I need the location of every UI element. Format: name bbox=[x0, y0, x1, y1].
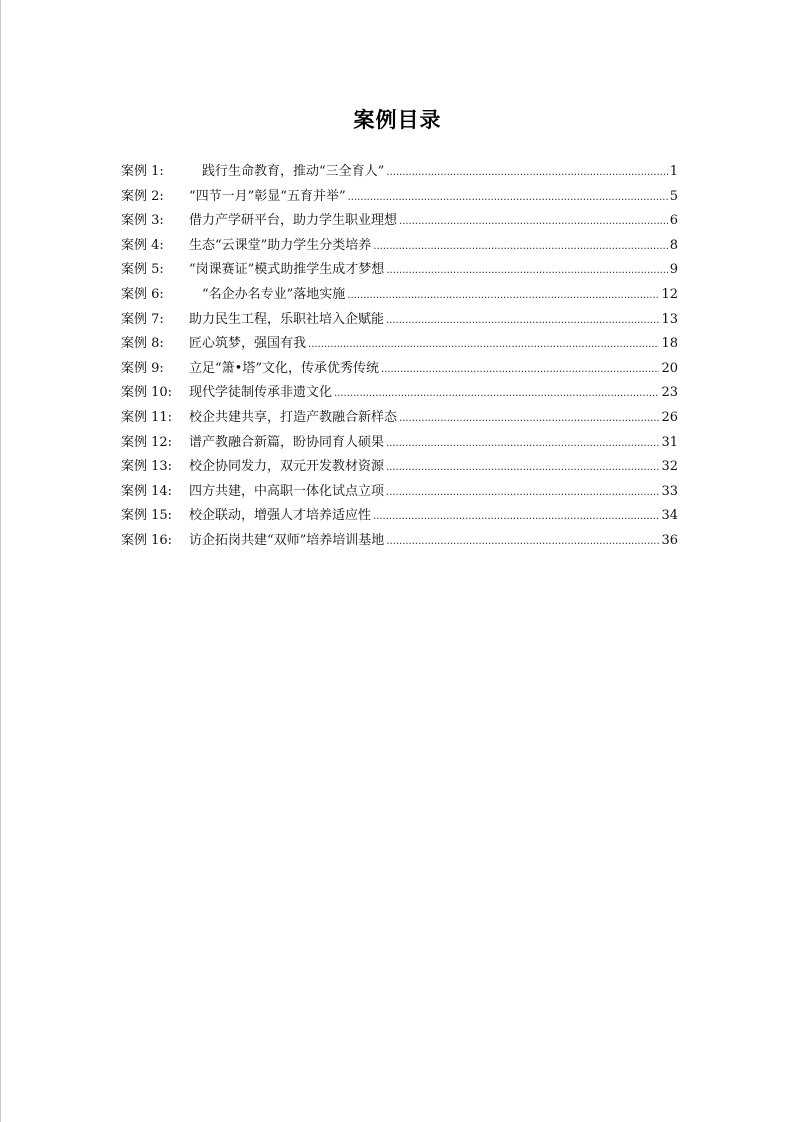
toc-entry-page-number: 36 bbox=[661, 532, 678, 548]
toc-entry-title: 校企协同发力，双元开发教材资源 bbox=[189, 459, 385, 475]
toc-entry-title: 四方共建，中高职一体化试点立项 bbox=[189, 483, 385, 499]
toc-dot-leader bbox=[347, 284, 659, 309]
toc-entry[interactable] bbox=[121, 431, 678, 456]
toc-dot-leader bbox=[399, 407, 659, 432]
toc-entry-number: 案例 15: bbox=[121, 508, 173, 524]
toc-entry-number: 案例 10: bbox=[121, 385, 173, 401]
toc-entry[interactable] bbox=[121, 209, 678, 234]
toc-entry-number: 案例 11: bbox=[121, 409, 173, 425]
toc-entry-title: 谱产教融合新篇，盼协同育人硕果 bbox=[189, 434, 385, 450]
toc-entry[interactable] bbox=[121, 258, 678, 283]
toc-entry-number: 案例 1: bbox=[121, 164, 164, 179]
toc-entry-number: 案例 6: bbox=[121, 286, 164, 302]
toc-dot-leader bbox=[386, 481, 659, 506]
toc-entry-page-number: 9 bbox=[669, 262, 678, 278]
toc-entry-page-number: 1 bbox=[669, 164, 678, 179]
toc-entry[interactable] bbox=[121, 308, 678, 333]
toc-entry-number: 案例 14: bbox=[121, 483, 173, 499]
toc-entry[interactable] bbox=[121, 455, 678, 480]
toc-dot-leader bbox=[348, 186, 668, 211]
toc-dot-leader bbox=[373, 505, 659, 530]
toc-entry-page-number: 23 bbox=[661, 385, 678, 401]
toc-entry-title: 践行生命教育，推动“三全育人” bbox=[189, 164, 385, 179]
toc-entry-page-number: 26 bbox=[661, 409, 678, 425]
toc-entry-title: “四节一月”彰显“五育并举” bbox=[189, 188, 346, 204]
toc-entry[interactable] bbox=[121, 357, 678, 382]
toc-entry[interactable] bbox=[121, 185, 678, 210]
toc-entry-page-number: 5 bbox=[669, 188, 678, 204]
toc-entry-title: 校企共建共享，打造产教融合新样态 bbox=[189, 409, 398, 425]
toc-entry-title: 借力产学研平台，助力学生职业理想 bbox=[189, 213, 398, 229]
toc-dot-leader bbox=[386, 161, 667, 186]
toc-entry-page-number: 8 bbox=[669, 237, 678, 253]
toc-entry-page-number: 20 bbox=[661, 360, 678, 376]
toc-entry-number: 案例 9: bbox=[121, 360, 164, 376]
toc-dot-leader bbox=[386, 259, 667, 284]
toc-entry[interactable] bbox=[121, 381, 678, 406]
toc-entry[interactable] bbox=[121, 332, 678, 357]
toc-entry-title: 生态“云课堂”助力学生分类培养 bbox=[189, 237, 372, 253]
toc-dot-leader bbox=[386, 456, 659, 481]
toc-entry-title: 校企联动，增强人才培养适应性 bbox=[189, 508, 372, 524]
toc-entry-number: 案例 16: bbox=[121, 532, 173, 548]
toc-entry-number: 案例 12: bbox=[121, 434, 173, 450]
toc-entry-title: 访企拓岗共建“双师”培养培训基地 bbox=[189, 532, 385, 548]
toc-entry-number: 案例 3: bbox=[121, 213, 164, 229]
toc-entry-title: “岗课赛证”模式助推学生成才梦想 bbox=[189, 262, 385, 278]
toc-dot-leader bbox=[381, 358, 659, 383]
toc-entry[interactable] bbox=[121, 480, 678, 505]
toc-entry-page-number: 18 bbox=[661, 336, 678, 352]
toc-entry-page-number: 6 bbox=[669, 213, 678, 229]
toc-entry-page-number: 32 bbox=[661, 459, 678, 475]
toc-entry-number: 案例 4: bbox=[121, 237, 164, 253]
toc-entry-page-number: 13 bbox=[661, 311, 678, 327]
toc-dot-leader bbox=[386, 309, 659, 334]
toc-dot-leader bbox=[334, 382, 659, 407]
toc-dot-leader bbox=[373, 235, 667, 260]
toc-entry-title: 匠心筑梦，强国有我 bbox=[189, 336, 307, 352]
toc-dot-leader bbox=[399, 210, 668, 235]
toc-entry[interactable] bbox=[121, 529, 678, 554]
toc-entry-title: “名企办名专业”落地实施 bbox=[189, 286, 346, 302]
toc-entry-title: 立足“箫•塔”文化，传承优秀传统 bbox=[189, 360, 379, 376]
toc-entry-number: 案例 8: bbox=[121, 336, 164, 352]
toc-entry-number: 案例 2: bbox=[121, 188, 164, 204]
toc-dot-leader bbox=[386, 530, 659, 555]
toc-dot-leader bbox=[308, 333, 659, 358]
toc-entry[interactable] bbox=[121, 283, 678, 308]
toc-entry-number: 案例 7: bbox=[121, 311, 164, 327]
toc-entry-title: 助力民生工程，乐职社培入企赋能 bbox=[189, 311, 385, 327]
toc-entry-page-number: 31 bbox=[661, 434, 678, 450]
toc-entry[interactable] bbox=[121, 504, 678, 529]
toc-entry-title: 现代学徒制传承非遗文化 bbox=[189, 385, 333, 401]
table-of-contents bbox=[121, 160, 678, 554]
toc-entry[interactable] bbox=[121, 160, 678, 185]
toc-entry-page-number: 12 bbox=[661, 286, 678, 302]
page-title: 案例目录 bbox=[353, 108, 442, 132]
toc-entry-number: 案例 5: bbox=[121, 262, 164, 278]
toc-entry[interactable] bbox=[121, 234, 678, 259]
toc-entry-page-number: 34 bbox=[661, 508, 678, 524]
toc-dot-leader bbox=[386, 432, 659, 457]
toc-entry[interactable] bbox=[121, 406, 678, 431]
toc-entry-page-number: 33 bbox=[661, 483, 678, 499]
toc-entry-number: 案例 13: bbox=[121, 459, 173, 475]
